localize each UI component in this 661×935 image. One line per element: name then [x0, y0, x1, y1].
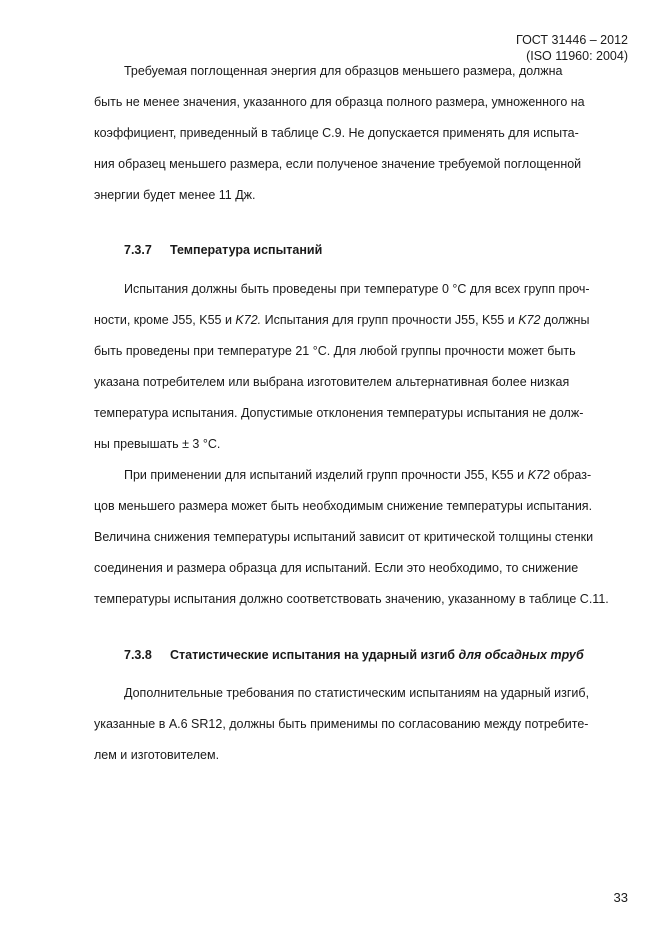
text-line: цов меньшего размера может быть необходимым снижение температуры испытания.: [94, 499, 593, 513]
text-line: соединения и размера образца для испытаний. Если это необходимо, то снижение: [94, 561, 579, 575]
section-heading-7-3-7: [124, 242, 322, 258]
text-line: ны превышать ± 3 °С.: [94, 437, 221, 451]
text-line: быть проведены при температуре 21 °С. Для любой группы прочности может быть: [94, 344, 576, 358]
text-line: коэффициент, приведенный в таблице С.9. Не допускается применять для испыта-: [94, 126, 579, 140]
text-line: При применении для испытаний изделий групп прочности J55, K55 и K72 образ-: [124, 468, 592, 482]
section-title-italic: для обсадных труб: [458, 648, 584, 662]
page-number: 33: [613, 890, 628, 905]
section-title: Статистические испытания на ударный изгиб: [170, 648, 459, 662]
text-line: ности, кроме J55, K55 и K72. Испытания для групп прочности J55, K55 и K72 должны: [94, 313, 590, 327]
standard-designation: ГОСТ 31446 – 2012: [516, 33, 628, 47]
iso-reference: (ISO 11960: 2004): [526, 49, 628, 63]
text-line: лем и изготовителем.: [94, 748, 220, 762]
section-number: 7.3.7: [124, 243, 152, 257]
text-line: Испытания должны быть проведены при температуре 0 °С для всех групп проч-: [124, 282, 590, 296]
section-number: 7.3.8: [124, 648, 152, 662]
text-line: указанные в А.6 SR12, должны быть применимы по согласованию между потребите-: [94, 717, 589, 731]
text-line: Дополнительные требования по статистическим испытаниям на ударный изгиб,: [124, 686, 590, 700]
text-line: температуры испытания должно соответствовать значению, указанному в таблице С.11.: [94, 592, 609, 606]
text-line: Требуемая поглощенная энергия для образцов меньшего размера, должна: [124, 64, 563, 78]
text-line: быть не менее значения, указанного для образца полного размера, умноженного на: [94, 95, 585, 109]
text-line: ния образец меньшего размера, если полученое значение требуемой поглощенной: [94, 157, 582, 171]
text-line: температура испытания. Допустимые отклонения температуры испытания не долж-: [94, 406, 584, 420]
text-line: энергии будет менее 11 Дж.: [94, 188, 256, 202]
text-line: Величина снижения температуры испытаний зависит от критической толщины стенки: [94, 530, 594, 544]
section-title: Температура испытаний: [170, 243, 323, 257]
text-line: указана потребителем или выбрана изготовителем альтернативная более низкая: [94, 375, 570, 389]
section-heading-7-3-8: [124, 647, 584, 663]
